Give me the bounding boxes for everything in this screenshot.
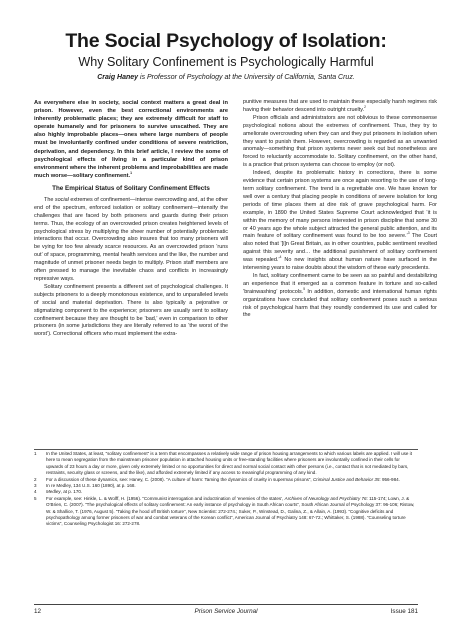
footnote-number: 5 bbox=[34, 495, 37, 501]
body-paragraph: Solitary confinement presents a different set of psychological challenges. It subjects prisoners to a deeply monotonous existence, and to unparalleled levels of social and material deprivation. There is also typically a pejorative or stigmatizing component to the experience; prisoners are usually sent to solitary confinement because they are thought to be ‘bad,’ even in comparison to other prisoners (in some jurisdictions they are literally referred to as ‘the worst of the worst’). Correctional officers who must implement the extra- bbox=[34, 283, 228, 338]
section-heading: The Empirical Status of Solitary Confinement Effects bbox=[52, 184, 210, 192]
footnotes bbox=[34, 451, 418, 528]
footnote-text: In the United States, at least, “solitary confinement” is a term that encompasses a relatively wide range of prison housing arrangements to which various labels are applied. I will use it here to mean segregation from the mainstream prisoner population in attached housing units or free-standing facilities where prisoners are involuntarily confined in their cells for upwards of 23 hours a day or more, given only extremely limited or no opportunities for direct and normal social contact with other persons (i.e., contact that is not mediated by bars, restraints, security glass or screens, and the like), and afforded extremely limited if any access to meaningful programming of any kind. bbox=[46, 451, 412, 476]
footnote-source-title: Criminal Justice and Behavior 35 bbox=[312, 476, 380, 482]
paragraph-text: The Court also noted that ‘[i]n Great Britain, as in other countries, public sentiment revolted against this severity and… the additional punishment of solitary confinement was repealed.’ bbox=[243, 233, 437, 264]
footnote-text bbox=[46, 496, 418, 528]
lead-text: As everywhere else in society, social context matters a great deal in prison. However, even the best correctional environments are inherently problematic places; they are extremely difficult for staff to operate humanely and for prisoners to survive unscathed. They are also highly improbable places—ones where large numbers of people must be involuntarily confined under conditions of severe restriction, deprivation, and dependency. In this brief article, I review the some of psychological effects of living in a particular kind of prison environment where the inherent problems and improbabilities are made much worse—solitary confinement. bbox=[34, 100, 228, 179]
article-subtitle: Why Solitary Confinement is Psychologically Harmful bbox=[78, 55, 374, 69]
footnote-number: 4 bbox=[34, 489, 37, 495]
footnote-text: In re Medley, 134 U.S. 160 (1890), at p. 168. bbox=[46, 483, 136, 489]
footnote-text-part: : 115-174; Lown, J. & O’Brien, C. (2007). “The psychological effects of solitary confinement: An early instance of psychology in South African courts”, South African Journal of Psychology 37: 96-106; Ristow, W. & Shallice, T. (1976, August 5). “Taking the hood off British torture”, New Scientist: 272-274.; Suker, P., Winstead, D., Galina, Z., & Allain, A. (1993). “Cognitive deficits and psychopathology among former prisoners of war and combat veterans of the Korean conflict”, American Journal of Psychiatry 148: 67-72.; Whittaker, S. (1988). “Counseling torture victims”, Counseling Psychologist 16: 272-278. bbox=[46, 495, 415, 527]
issue-number: Issue 181 bbox=[390, 608, 418, 615]
footnote-ref-1: 1 bbox=[130, 170, 132, 175]
left-column bbox=[34, 99, 228, 339]
paragraph-text: Indeed, despite its problematic history in corrections, there is some evidence that certain prison systems are once again resorting to the use of long-term solitary confinement. The trend is a regrettable one. We have known for well over a century that placing people in conditions of severe isolation for long periods of time places them at dire risk of grave psychological harm. For example, in 1890 the United States Supreme Court acknowledged that ‘it is within the memory of many persons interested in prison discipline that some 30 or 40 years ago the whole subject attracted the general public attention, and its main feature of solitary confinement was found to be too severe.’ bbox=[243, 170, 437, 240]
footnote bbox=[34, 496, 418, 528]
paragraph-text: punitive measures that are used to maintain these especially harsh regimes risk having their behavior descend into outright cruelty. bbox=[243, 99, 437, 113]
footnote-text-part: For a discussion of these dynamics, see: Haney, C. (2008). “A culture of harm: Taming the dynamics of cruelty in supermax prisons”, bbox=[46, 476, 313, 482]
body-paragraph bbox=[243, 170, 437, 273]
footnote-number: 2 bbox=[34, 476, 37, 482]
footnote-source-title: Medley bbox=[46, 489, 61, 495]
paragraph-text: extremes of confinement—intense overcrowding and, at the other end of the spectrum, enforced isolation or solitary confinement—intensify the challenges that are faced by both prisoners and guards during their prison terms. Thus, the ecology of an overcrowded prison creates heightened levels of psychological stress by multiplying the sheer number of potentially problematic interactions that occur. Overcrowding also insures that too many prisoners will be vying for too few already scarce resources. As an overcrowded prison ‘runs out’ of space, programming, mental health services and the like, the number and magnitude of unmet prisoner needs begin to multiply. Prison staff members are often pressed to manage the inevitable chaos and conflicts in increasingly repressive ways. bbox=[34, 196, 228, 282]
lead-paragraph bbox=[34, 99, 228, 180]
author-byline bbox=[0, 74, 452, 81]
footnote-divider bbox=[34, 449, 418, 450]
article-title: The Social Psychology of Isolation: bbox=[65, 30, 387, 52]
footnote-text-part: : 956-984. bbox=[379, 476, 400, 482]
right-column bbox=[243, 99, 437, 320]
footnote-text-part: , at p. 170. bbox=[60, 489, 83, 495]
footnote-ref-4: 4 bbox=[279, 255, 282, 260]
body-paragraph bbox=[243, 273, 437, 320]
paragraph-text: No new insights about human nature have surfaced in the intervening years to raise doubts about the wisdom of these early precedents. bbox=[243, 257, 437, 272]
footnote-ref-3: 3 bbox=[407, 231, 410, 236]
footnote-ref-2: 2 bbox=[364, 105, 366, 110]
body-paragraph bbox=[243, 99, 437, 115]
author-name: Craig Haney bbox=[97, 74, 139, 81]
journal-name: Prison Service Journal bbox=[194, 608, 258, 615]
paragraph-text: The bbox=[44, 196, 55, 203]
body-paragraph bbox=[34, 197, 228, 284]
emphasis-word: social bbox=[54, 196, 69, 203]
footer-divider bbox=[34, 604, 418, 605]
page-number: 12 bbox=[34, 608, 42, 615]
paragraph-text: In fact, solitary confinement came to be seen as so painful and destabilizing an experience that it emerged as a common feature in torture and so-called ‘brainwashing’ protocols. bbox=[243, 272, 437, 295]
footnote-text-part: For example, see: Hinkle, L. & Wolff, H. (1956). “Communist interrogation and indoctrination of ‘enemies of the states’, bbox=[46, 495, 285, 501]
body-paragraph: Prison officials and administrators are not oblivious to these commonsense psychological notions about the extremes of confinement. Thus, they try to ameliorate overcrowding when they can and they put prisoners in isolation when they want to punish them. However, overcrowding is regarded as an unwanted anomaly—something that prison systems never seek out but nonetheless are forced to reluctantly accommodate to. Solitary confinement, on the other hand, is a practice that prison systems can choose to employ (or not). bbox=[243, 114, 437, 169]
footnote-number: 3 bbox=[34, 483, 37, 489]
footnote-number: 1 bbox=[34, 451, 37, 456]
footnote-ref-5: 5 bbox=[303, 286, 306, 291]
footnote-source-title: Archives of Neurology and Psychiatry 76 bbox=[284, 495, 367, 501]
paragraph-text: In addition, domestic and international human rights organizations have concluded that solitary confinement poses such a serious risk of psychological harm that they roundly condemned its use and called for the bbox=[243, 288, 437, 319]
author-role: is Professor of Psychology at the University of California, Santa Cruz. bbox=[140, 74, 355, 81]
footnote bbox=[34, 451, 418, 477]
